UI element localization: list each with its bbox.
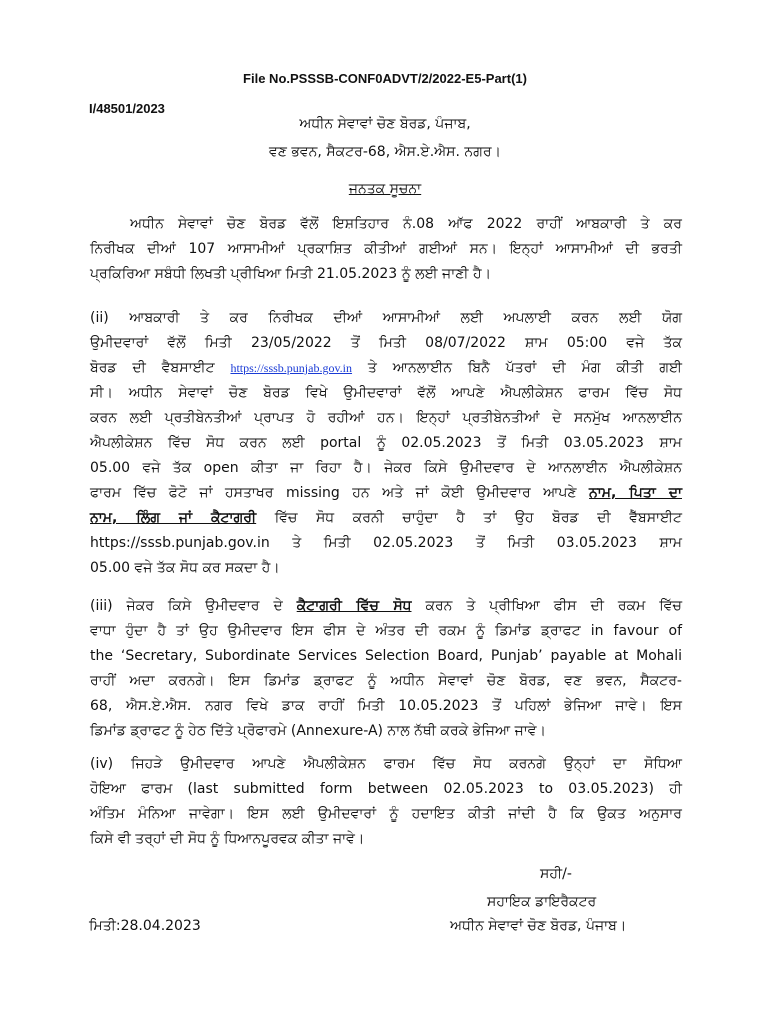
p2-line: https://sssb.punjab.gov.in ਤੇ ਮਿਤੀ 02.05.2023 ਤੋਂ ਮਿਤੀ 03.05.2023 ਸ਼ਾਮ [90, 535, 682, 551]
reference-number: I/48501/2023 [89, 101, 165, 116]
p4-line: ਹੋਇਆ ਫਾਰਮ (last submitted form between 02.05.2023 to 03.05.2023) ਹੀ [90, 781, 682, 797]
p1-line: ਅਧੀਨ ਸੇਵਾਵਾਂ ਚੋਣ ਬੋਰਡ ਵੱਲੋਂ ਇਸ਼ਤਿਹਾਰ ਨੰ.08 ਆੱਫ 2022 ਰਾਹੀਂ ਆਬਕਾਰੀ ਤੇ ਕਰ [130, 216, 682, 232]
p2-line: ਐਪਲੀਕੇਸ਼ਨ ਵਿੱਚ ਸੋਧ ਕਰਨ ਲਈ portal ਨੂੰ 02.05.2023 ਤੋਂ ਮਿਤੀ 03.05.2023 ਸ਼ਾਮ [90, 435, 682, 451]
p1-line: ਨਿਰੀਖਕ ਦੀਆਂ 107 ਆਸਾਮੀਆਂ ਪ੍ਰਕਾਸ਼ਿਤ ਕੀਤੀਆਂ ਗਈਆਂ ਸਨ। ਇਨ੍ਹਾਂ ਆਸਾਮੀਆਂ ਦੀ ਭਰਤੀ [90, 241, 682, 257]
notice-title: ਜਨਤਕ ਸੂਚਨਾ [348, 181, 422, 197]
p2-line: ਬੋਰਡ ਦੀ ਵੈਬਸਾਈਟ https://sssb.punjab.gov.in ਤੇ ਆਨਲਾਈਨ ਬਿਨੈ ਪੱਤਰਾਂ ਦੀ ਮੰਗ ਕੀਤੀ ਗਈ [90, 360, 682, 376]
paragraph-3 [90, 594, 682, 744]
p2-line: ਸੀ। ਅਧੀਨ ਸੇਵਾਵਾਂ ਚੋਣ ਬੋਰਡ ਵਿਖੇ ਉਮੀਦਵਾਰਾਂ ਵੱਲੋਂ ਆਪਣੇ ਐਪਲੀਕੇਸ਼ਨ ਫਾਰਮ ਵਿੱਚ ਸੋਧ [90, 385, 682, 401]
org-address: ਵਣ ਭਵਨ, ਸੈਕਟਰ-68, ਐਸ.ਏ.ਐਸ. ਨਗਰ। [269, 144, 501, 160]
p4-line: ਅੰਤਿਮ ਮੰਨਿਆ ਜਾਵੇਗਾ। ਇਸ ਲਈ ਉਮੀਦਵਾਰਾਂ ਨੂੰ ਹਦਾਇਤ ਕੀਤੀ ਜਾਂਦੀ ਹੈ ਕਿ ਉਕਤ ਅਨੁਸਾਰ [90, 806, 682, 822]
p3-line: the ‘Secretary, Subordinate Services Selection Board, Punjab’ payable at Mohali [90, 648, 682, 664]
paragraph-4 [90, 752, 682, 852]
p2-line: 05.00 ਵਜੇ ਤੱਕ open ਕੀਤਾ ਜਾ ਰਿਹਾ ਹੈ। ਜੇਕਰ ਕਿਸੇ ਉਮੀਦਵਾਰ ਦੇ ਆਨਲਾਈਨ ਐਪਲੀਕੇਸ਼ਨ [90, 460, 682, 476]
p3-line: ਡਿਮਾਂਡ ਡ੍ਰਾਫਟ ਨੂੰ ਹੇਠ ਦਿੱਤੇ ਪ੍ਰੋਫਾਰਮੇ (Annexure-A) ਨਾਲ ਨੱਥੀ ਕਰਕੇ ਭੇਜਿਆ ਜਾਵੇ। [90, 723, 546, 739]
website-link[interactable]: https://sssb.punjab.gov.in [230, 361, 353, 375]
p2-line: ਨਾਮ, ਲਿੰਗ ਜਾਂ ਕੈਟਾਗਰੀ ਵਿੱਚ ਸੋਧ ਕਰਨੀ ਚਾਹੁੰਦਾ ਹੈ ਤਾਂ ਉਹ ਬੋਰਡ ਦੀ ਵੈੱਬਸਾਈਟ [90, 510, 682, 526]
p3-line: 68, ਐਸ.ਏ.ਐਸ. ਨਗਰ ਵਿਖੇ ਡਾਕ ਰਾਹੀਂ ਮਿਤੀ 10.05.2023 ਤੋਂ ਪਹਿਲਾਂ ਭੇਜਿਆ ਜਾਵੇ। ਇਸ [90, 698, 682, 714]
p4-line: (iv) ਜਿਹੜੇ ਉਮੀਦਵਾਰ ਆਪਣੇ ਐਪਲੀਕੇਸ਼ਨ ਫਾਰਮ ਵਿੱਚ ਸੋਧ ਕਰਨਗੇ ਉਨ੍ਹਾਂ ਦਾ ਸੋਧਿਆ [90, 756, 682, 772]
p3-line: (iii) ਜੇਕਰ ਕਿਸੇ ਉਮੀਦਵਾਰ ਦੇ ਕੈਟਾਗਰੀ ਵਿੱਚ ਸੋਧ ਕਰਨ ਤੇ ਪ੍ਰੀਖਿਆ ਫੀਸ ਦੀ ਰਕਮ ਵਿੱਚ [90, 598, 682, 614]
p2-line: ਕਰਨ ਲਈ ਪ੍ਰਤੀਬੇਨਤੀਆਂ ਪ੍ਰਾਪਤ ਹੋ ਰਹੀਆਂ ਹਨ। ਇਨ੍ਹਾਂ ਪ੍ਰਤੀਬੇਨਤੀਆਂ ਦੇ ਸਨਮੁੱਖ ਆਨਲਾਈਨ [90, 410, 682, 426]
signatory-office: ਅਧੀਨ ਸੇਵਾਵਾਂ ਚੋਣ ਬੋਰਡ, ਪੰਜਾਬ। [450, 918, 627, 934]
p3-line: ਵਾਧਾ ਹੁੰਦਾ ਹੈ ਤਾਂ ਉਹ ਉਮੀਦਵਾਰ ਇਸ ਫੀਸ ਦੇ ਅੰਤਰ ਦੀ ਰਕਮ ਨੂੰ ਡਿਮਾਂਡ ਡ੍ਰਾਫਟ in favour of [90, 623, 682, 639]
p2-line: ਫਾਰਮ ਵਿੱਚ ਫੋਟੋ ਜਾਂ ਹਸਤਾਖਰ missing ਹਨ ਅਤੇ ਜਾਂ ਕੋਈ ਉਮੀਦਵਾਰ ਆਪਣੇ ਨਾਮ, ਪਿਤਾ ਦਾ [90, 485, 682, 501]
paragraph-2 [90, 306, 682, 581]
paragraph-1 [90, 212, 682, 287]
p1-line: ਪ੍ਰਕਿਰਿਆ ਸਬੰਧੀ ਲਿਖਤੀ ਪ੍ਰੀਖਿਆ ਮਿਤੀ 21.05.2023 ਨੂੰ ਲਈ ਜਾਣੀ ਹੈ। [90, 266, 492, 282]
file-number: File No.PSSSB-CONF0ADVT/2/2022-E5-Part(1) [243, 71, 527, 86]
p3-line: ਰਾਹੀਂ ਅਦਾ ਕਰਨਗੇ। ਇਸ ਡਿਮਾਂਡ ਡ੍ਰਾਫਟ ਨੂੰ ਅਧੀਨ ਸੇਵਾਵਾਂ ਚੋਣ ਬੋਰਡ, ਵਣ ਭਵਨ, ਸੈਕਟਰ- [90, 673, 682, 689]
notice-date: ਮਿਤੀ:28.04.2023 [89, 918, 201, 934]
signature-mark: ਸਹੀ/- [540, 866, 572, 882]
p4-line: ਕਿਸੇ ਵੀ ਤਰ੍ਹਾਂ ਦੀ ਸੋਧ ਨੂੰ ਧਿਆਨਪੂਰਵਕ ਕੀਤਾ ਜਾਵੇ। [90, 831, 365, 847]
p2-line: 05.00 ਵਜੇ ਤੱਕ ਸੋਧ ਕਰ ਸਕਦਾ ਹੈ। [90, 560, 280, 576]
signatory-designation: ਸਹਾਇਕ ਡਾਇਰੈਕਟਰ [487, 894, 597, 910]
p2-line: ਉਮੀਦਵਾਰਾਂ ਵੱਲੋਂ ਮਿਤੀ 23/05/2022 ਤੋਂ ਮਿਤੀ 08/07/2022 ਸ਼ਾਮ 05:00 ਵਜੇ ਤੱਕ [90, 335, 682, 351]
org-name: ਅਧੀਨ ਸੇਵਾਵਾਂ ਚੋਣ ਬੋਰਡ, ਪੰਜਾਬ, [299, 116, 471, 132]
p2-line: (ii) ਆਬਕਾਰੀ ਤੇ ਕਰ ਨਿਰੀਖਕ ਦੀਆਂ ਆਸਾਮੀਆਂ ਲਈ ਅਪਲਾਈ ਕਰਨ ਲਈ ਯੋਗ [90, 310, 682, 326]
